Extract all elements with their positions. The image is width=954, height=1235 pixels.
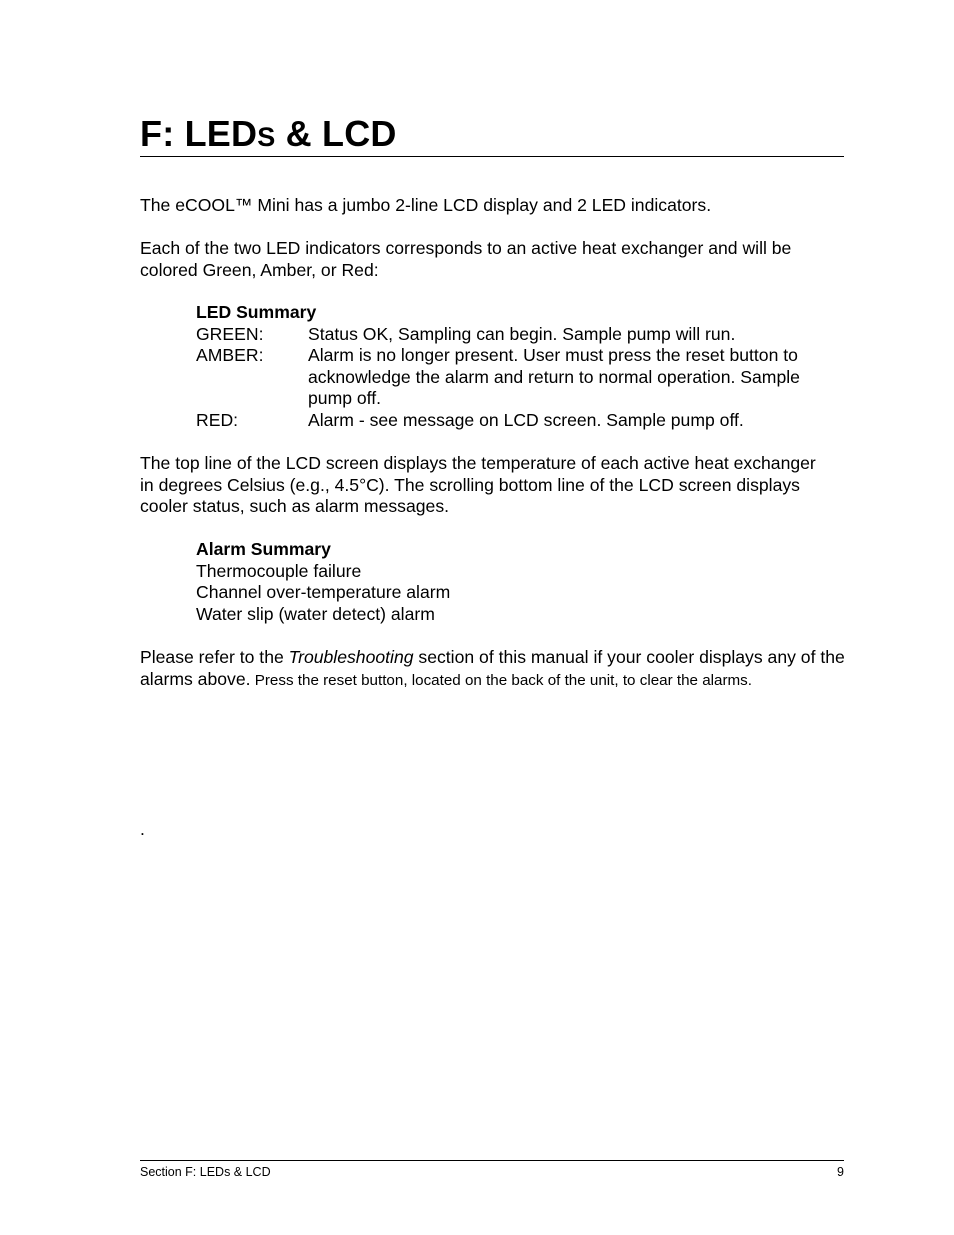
led-row-amber [196, 345, 846, 410]
heading-part-2: S [257, 122, 276, 152]
page-footer [140, 1160, 844, 1181]
led-paragraph: Each of the two LED indicators corresponds to an active heat exchanger and will be colored Green, Amber, or Red: [140, 238, 792, 280]
heading-part-1: F: LED [140, 113, 258, 154]
alarm-item: Water slip (water detect) alarm [196, 603, 435, 624]
led-description: Alarm - see message on LCD screen. Sample pump off. [308, 409, 744, 430]
footer-section-title: Section F: LEDs & LCD [140, 1165, 271, 1179]
stray-dot: . [140, 819, 145, 839]
led-label: GREEN: [196, 323, 264, 344]
lcd-paragraph: The top line of the LCD screen displays the temperature of each active heat exchanger in degrees Celsius (e.g., 4.5°C). The scrolling bottom line of the LCD screen displays cooler status, such as alarm messages. [140, 453, 816, 517]
section-heading [140, 112, 844, 157]
refer-text-before: Please refer to the [140, 647, 289, 667]
led-row-red [196, 410, 846, 432]
alarm-summary-title: Alarm Summary [196, 539, 331, 559]
led-label: AMBER: [196, 345, 264, 366]
heading-part-3: & LCD [275, 113, 397, 154]
led-description: Status OK, Sampling can begin. Sample pump will run. [308, 323, 736, 344]
led-label: RED: [196, 409, 239, 430]
alarm-item: Channel over-temperature alarm [196, 582, 451, 603]
troubleshooting-reference: Troubleshooting [288, 647, 414, 667]
led-summary-title: LED Summary [196, 302, 317, 322]
intro-paragraph: The eCOOL™ Mini has a jumbo 2-line LCD display and 2 LED indicators. [140, 195, 712, 215]
refer-paragraph [140, 647, 848, 691]
reset-instruction: Press the reset button, located on the back of the unit, to clear the alarms. [250, 671, 752, 689]
led-description: Alarm is no longer present. User must press the reset button to acknowledge the alarm and return to normal operation. Sample pump off. [308, 345, 800, 409]
alarm-summary [196, 539, 846, 625]
refer-text-after: section of this manual if your cooler displays any of the alarms above. [140, 647, 845, 689]
led-row-green [196, 324, 846, 346]
led-summary [196, 302, 846, 432]
alarm-item: Thermocouple failure [196, 560, 362, 581]
page-number: 9 [837, 1165, 844, 1179]
